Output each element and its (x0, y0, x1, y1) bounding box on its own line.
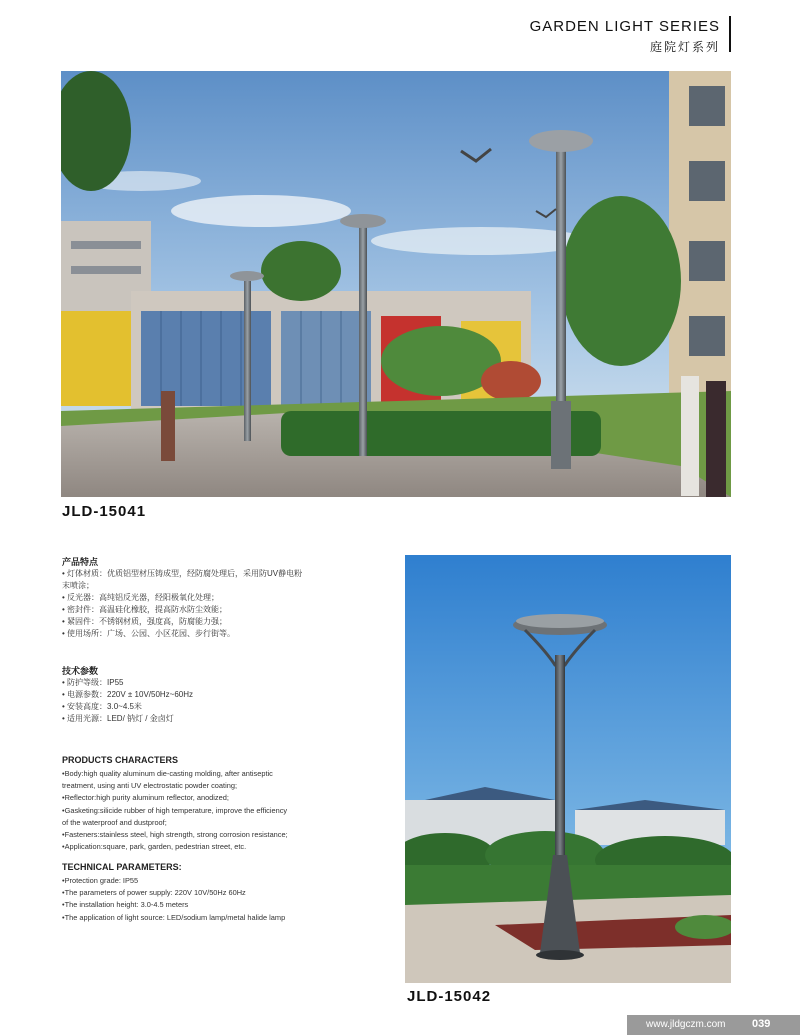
lamp-photo-illustration (405, 555, 731, 983)
list-item: •The installation height: 3.0-4.5 meters (62, 900, 189, 910)
list-item: •Application:square, park, garden, pedestrian street, etc. (62, 842, 247, 852)
series-title-cn: 庭院灯系列 (649, 40, 720, 54)
cn-features-title: 产品特点 (62, 557, 99, 567)
list-item: treatment, using anti UV electrostatic powder coating; (62, 781, 238, 791)
list-item: 末喷涂； (62, 581, 94, 590)
en-tech-title: TECHNICAL PARAMETERS: (62, 862, 182, 872)
en-products-list (62, 768, 362, 853)
list-item: • 密封件：高温硅化橡胶，提高防水防尘效能； (62, 605, 228, 614)
en-tech-list (62, 875, 362, 924)
list-item: • 电源参数：220V ± 10V/50Hz~60Hz (62, 690, 194, 699)
list-item: of the waterproof and dustproof; (62, 817, 167, 827)
list-item: • 安装高度：3.0~4.5米 (62, 702, 142, 711)
list-item: • 防护等级：IP55 (62, 678, 124, 687)
garden-scene-illustration (61, 71, 731, 497)
list-item: • 紧固件：不锈钢材质，强度高，防腐能力强； (62, 617, 228, 626)
list-item: •Fasteners:stainless steel, high strength, strong corrosion resistance; (62, 830, 288, 840)
list-item: •Protection grade: IP55 (62, 876, 139, 885)
model-label-jld-15042: JLD-15042 (407, 988, 492, 1005)
product-photo-jld-15042 (405, 555, 731, 983)
cn-tech-title: 技术参数 (62, 666, 99, 676)
footer-url: www.jldgczm.com (646, 1019, 726, 1030)
list-item: •The parameters of power supply: 220V 10V/50Hz 60Hz (62, 888, 246, 898)
list-item: • 灯体材质：优质铝型材压铸成型，经防腐处理后，采用防UV静电粉 (62, 569, 303, 578)
model-label-jld-15041: JLD-15041 (62, 503, 147, 520)
product-photo-jld-15041 (61, 71, 731, 497)
en-products-title: PRODUCTS CHARACTERS (62, 755, 179, 765)
list-item: •The application of light source: LED/sodium lamp/metal halide lamp (62, 912, 286, 922)
cn-features-list (62, 568, 362, 640)
list-item: • 反光器：高纯铝反光器，经阳极氧化处理； (62, 593, 220, 602)
series-title-en: GARDEN LIGHT SERIES (529, 18, 720, 35)
page-number: 039 (752, 1018, 771, 1030)
list-item: •Reflector:high purity aluminum reflector, anodized; (62, 793, 229, 803)
list-item: • 使用场所：广场、公园、小区花园、步行街等。 (62, 629, 236, 638)
list-item: •Gasketing:silicide rubber of high temperature, improve the efficiency (62, 805, 288, 815)
cn-tech-list (62, 677, 362, 725)
list-item: • 适用光源：LED/ 钠灯 / 金卤灯 (62, 714, 174, 723)
list-item: •Body:high quality aluminum die-casting molding, after antiseptic (62, 769, 273, 778)
header-divider (729, 16, 731, 52)
